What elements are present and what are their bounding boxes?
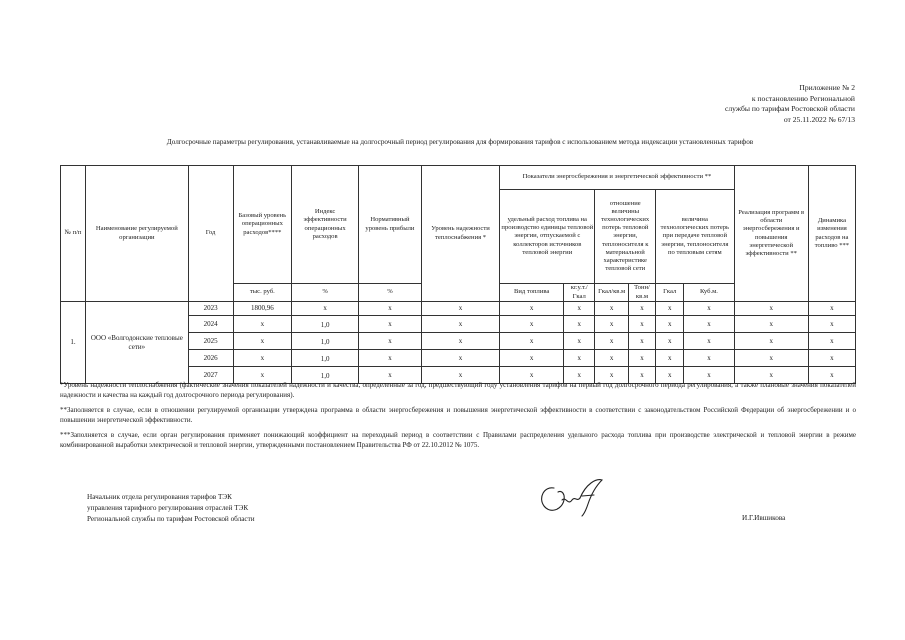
cell-program: x <box>734 350 808 367</box>
cell-base: x <box>233 316 292 333</box>
header-org: Наименование регулируемой организации <box>86 166 189 302</box>
cell-program: x <box>734 302 808 316</box>
header-energy-group: Показатели энергосбережения и энергетической эффективности ** <box>500 166 734 190</box>
unit-index: % <box>292 284 359 302</box>
cell-ratio-gcal: x <box>595 333 628 350</box>
signatory-line: Региональной службы по тарифам Ростовской области <box>87 515 255 523</box>
cell-loss-m3: x <box>684 367 734 384</box>
handwritten-signature <box>532 470 612 520</box>
header-program: Реализация программ в области энергосбережения и повышения энергетической эффективности ** <box>734 166 808 302</box>
cell-loss-gcal: x <box>656 302 684 316</box>
footnotes <box>60 380 856 454</box>
cell-year: 2023 <box>188 302 233 316</box>
cell-dynamics: x <box>808 333 855 350</box>
unit-fuel-type: Вид топлива <box>500 284 564 302</box>
header-profit: Нормативный уровень прибыли <box>359 166 422 284</box>
header-index: Индекс эффективности операционных расходов <box>292 166 359 284</box>
org-name: ООО «Волгодонские тепловые сети» <box>86 302 189 384</box>
unit-ratio-ton: Тонн/кв.м <box>628 284 655 302</box>
cell-fuel-type: x <box>500 333 564 350</box>
cell-dynamics: x <box>808 302 855 316</box>
cell-loss-gcal: x <box>656 316 684 333</box>
cell-fuel-type: x <box>500 302 564 316</box>
cell-program: x <box>734 316 808 333</box>
signatory-line: Начальник отдела регулирования тарифов ТЭК <box>87 493 232 501</box>
cell-fuel-unit: x <box>564 302 595 316</box>
signatory-position <box>87 492 255 525</box>
unit-loss-gcal: Гкал <box>656 284 684 302</box>
unit-profit: % <box>359 284 422 302</box>
cell-ratio-ton: x <box>628 367 655 384</box>
cell-index: 1,0 <box>292 333 359 350</box>
cell-program: x <box>734 333 808 350</box>
cell-fuel-type: x <box>500 367 564 384</box>
document-title: Долгосрочные параметры регулирования, устанавливаемые на долгосрочный период регулирования для формирования тарифов с использованием метода индексации установленных тарифов <box>166 138 754 146</box>
appendix-line: от 25.11.2022 № 67/13 <box>783 114 855 124</box>
cell-profit: x <box>359 350 422 367</box>
cell-fuel-unit: x <box>564 333 595 350</box>
row-num: 1. <box>61 302 86 384</box>
parameters-table <box>60 165 856 384</box>
cell-loss-gcal: x <box>656 333 684 350</box>
header-num: № п/п <box>61 166 86 302</box>
cell-year: 2026 <box>188 350 233 367</box>
cell-fuel-unit: x <box>564 350 595 367</box>
cell-loss-m3: x <box>684 302 734 316</box>
unit-base: тыс. руб. <box>233 284 292 302</box>
cell-ratio-gcal: x <box>595 316 628 333</box>
cell-ratio-ton: x <box>628 333 655 350</box>
unit-ratio-gcal: Гкал/кв.м <box>595 284 628 302</box>
unit-fuel: кг.у.т./Гкал <box>564 284 595 302</box>
cell-loss-m3: x <box>684 316 734 333</box>
cell-loss-m3: x <box>684 333 734 350</box>
cell-year: 2025 <box>188 333 233 350</box>
cell-loss-gcal: x <box>656 350 684 367</box>
cell-reliability: x <box>421 350 499 367</box>
header-dynamics: Динамика изменения расходов на топливо *** <box>808 166 855 302</box>
cell-profit: x <box>359 367 422 384</box>
signatory-name: И.Г.Ившикова <box>742 514 786 522</box>
cell-ratio-ton: x <box>628 350 655 367</box>
cell-base: x <box>233 367 292 384</box>
cell-base: 1800,96 <box>233 302 292 316</box>
cell-fuel-type: x <box>500 350 564 367</box>
cell-reliability: x <box>421 316 499 333</box>
footnote-fuel-dynamics: ***Заполняется в случае, если орган регулирования применяет понижающий коэффициент на переходный период в соответствии с Правилами распределения удельного расхода топлива при производстве электрической и тепловой энергии в режиме комбинированной выработки электрической и тепловой энергии, утвержденными постановлением Правительства РФ от 22.10.2012 № 1075. <box>60 430 856 450</box>
header-losses: величина технологических потерь при передаче тепловой энергии, теплоносителя по тепловым сетям <box>656 190 735 284</box>
cell-loss-gcal: x <box>656 367 684 384</box>
cell-fuel-unit: x <box>564 367 595 384</box>
cell-reliability: x <box>421 367 499 384</box>
unit-loss-m3: Куб.м. <box>684 284 734 302</box>
header-year: Год <box>188 166 233 302</box>
cell-fuel-type: x <box>500 316 564 333</box>
header-reliability: Уровень надежности теплоснабжения * <box>421 166 499 302</box>
cell-loss-m3: x <box>684 350 734 367</box>
cell-index: x <box>292 302 359 316</box>
cell-base: x <box>233 350 292 367</box>
appendix-block <box>615 83 855 125</box>
cell-index: 1,0 <box>292 316 359 333</box>
cell-profit: x <box>359 302 422 316</box>
cell-dynamics: x <box>808 350 855 367</box>
appendix-line: к постановлению Региональной <box>751 93 855 103</box>
cell-base: x <box>233 333 292 350</box>
cell-ratio-gcal: x <box>595 350 628 367</box>
cell-year: 2024 <box>188 316 233 333</box>
appendix-line: службы по тарифам Ростовской области <box>724 104 855 114</box>
cell-reliability: x <box>421 333 499 350</box>
cell-ratio-gcal: x <box>595 302 628 316</box>
cell-profit: x <box>359 316 422 333</box>
cell-ratio-ton: x <box>628 316 655 333</box>
cell-fuel-unit: x <box>564 316 595 333</box>
cell-dynamics: x <box>808 316 855 333</box>
appendix-line: Приложение № 2 <box>799 83 855 92</box>
header-base: Базовый уровень операционных расходов**** <box>233 166 292 284</box>
cell-index: 1,0 <box>292 350 359 367</box>
cell-reliability: x <box>421 302 499 316</box>
footnote-energy-program: **Заполняется в случае, если в отношении регулируемой организации утверждена программа в области энергосбережения и повышения энергетической эффективности в соответствии с законодательством Российской Федерации об энергосбережении и о повышении энергетической эффективности. <box>60 405 856 425</box>
cell-dynamics: x <box>808 367 855 384</box>
cell-ratio-gcal: x <box>595 367 628 384</box>
signatory-line: управления тарифного регулирования отраслей ТЭК <box>87 504 249 512</box>
cell-program: x <box>734 367 808 384</box>
header-fuel: удельный расход топлива на производство единицы тепловой энергии, отпускаемой с коллекторов источников тепловой энергии <box>500 190 595 284</box>
cell-year: 2027 <box>188 367 233 384</box>
header-ratio: отношение величины технологических потерь тепловой энергии, теплоносителя к материальной характеристике тепловой сети <box>595 190 656 284</box>
table-row <box>61 302 856 316</box>
footnote-reliability: *Уровень надежности теплоснабжения (фактические значения показателей надежности и качества, определенные за год, предшествующий году установления тарифов на первый год долгосрочного периода регулирования, а также плановые значения показателей надежности и качества на каждый год долгосрочного периода регулирования). <box>60 381 856 400</box>
cell-index: 1,0 <box>292 367 359 384</box>
cell-ratio-ton: x <box>628 302 655 316</box>
cell-profit: x <box>359 333 422 350</box>
